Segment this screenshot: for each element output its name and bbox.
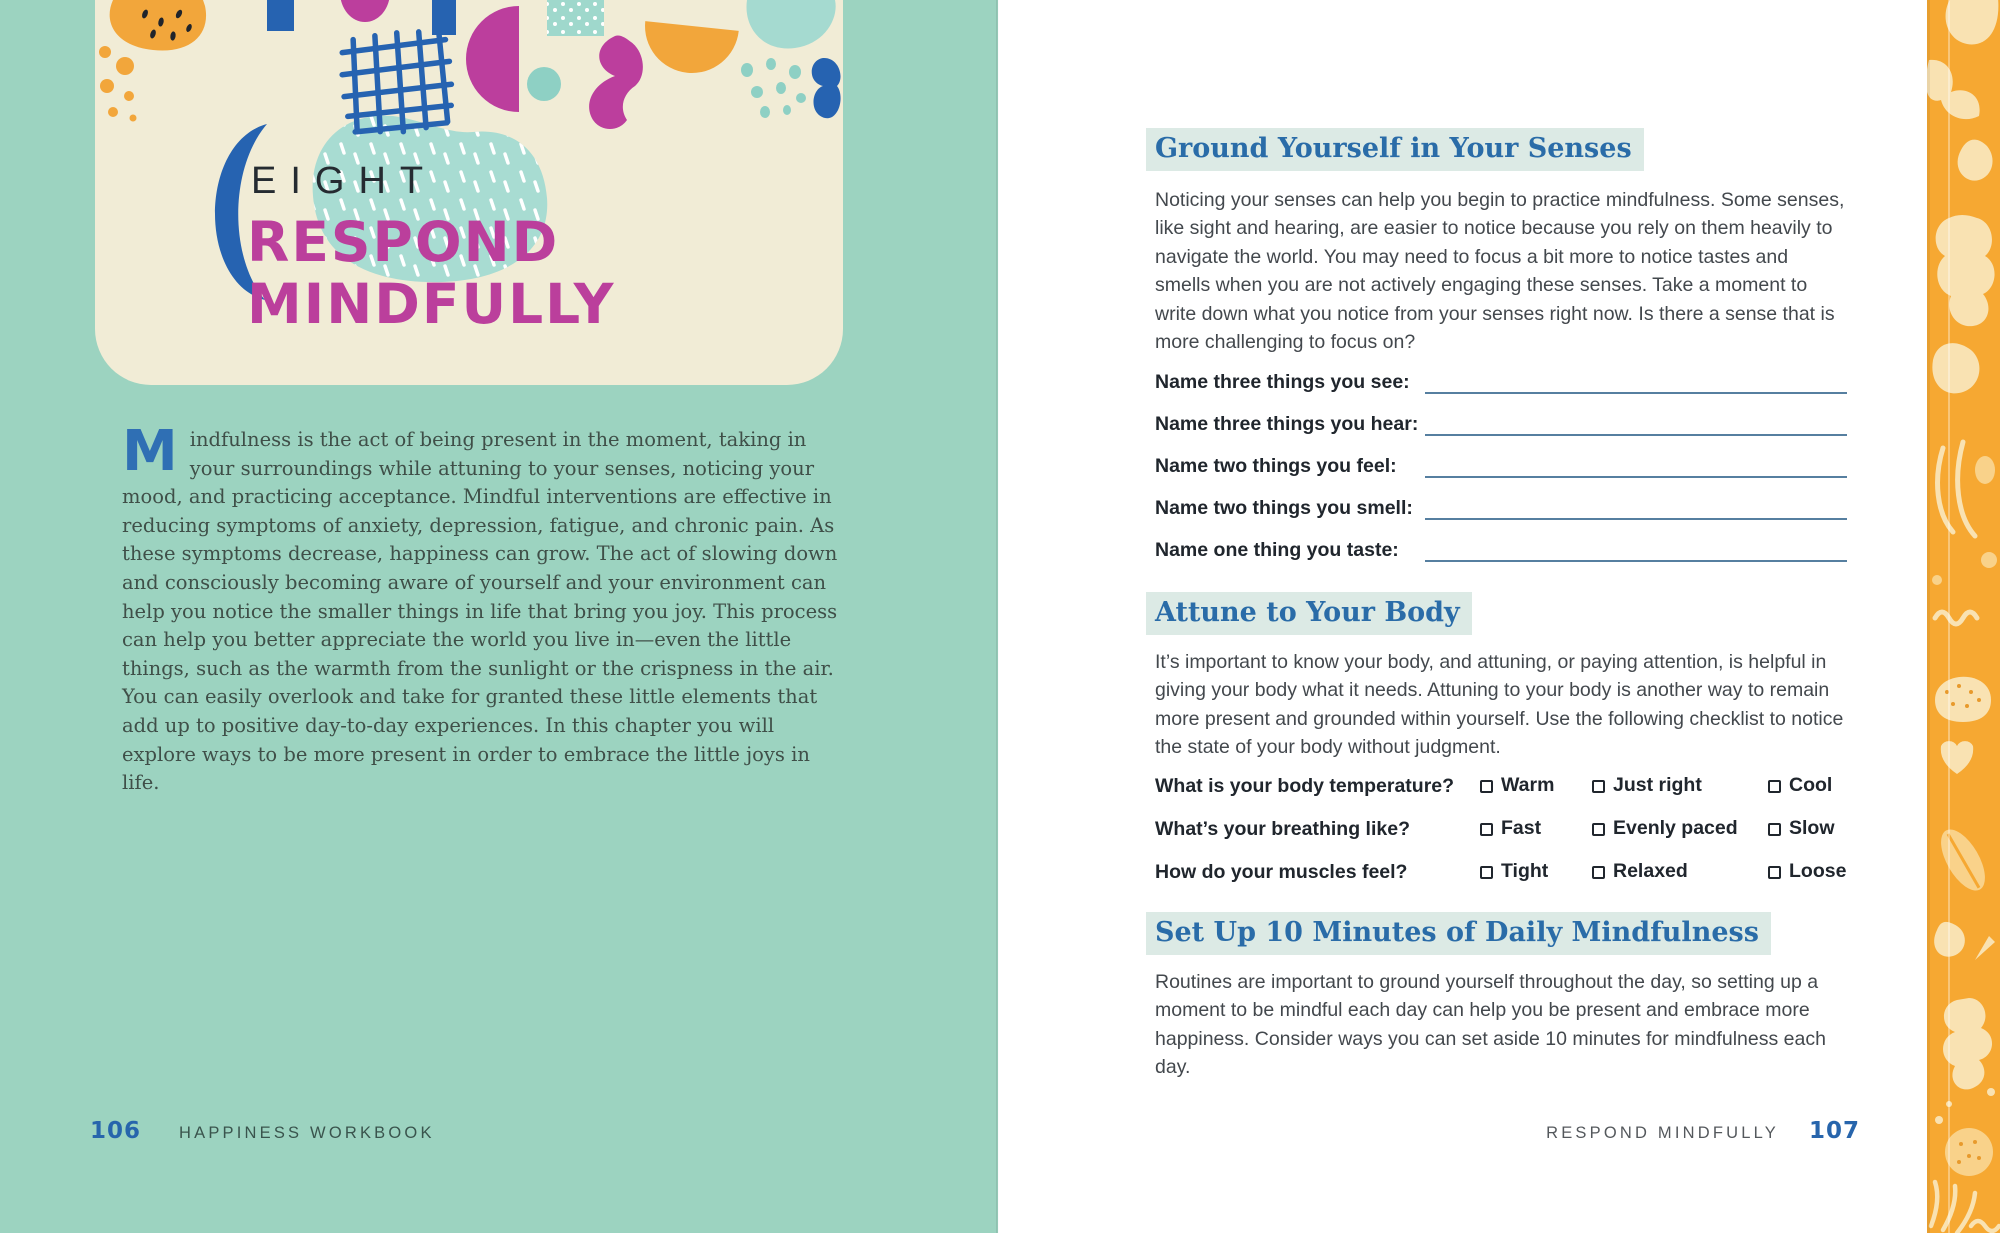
write-in-line bbox=[1425, 498, 1847, 520]
write-in-row bbox=[1155, 492, 1847, 520]
write-in-label: Name two things you feel: bbox=[1155, 455, 1397, 477]
checklist-option-label: Evenly paced bbox=[1613, 817, 1738, 839]
checkbox-icon bbox=[1768, 866, 1781, 879]
write-in-row bbox=[1155, 366, 1847, 394]
checklist-question: What is your body temperature? bbox=[1155, 775, 1455, 797]
chapter-title bbox=[247, 212, 615, 335]
page-gutter-shadow bbox=[996, 0, 999, 1233]
write-in-label: Name one thing you taste: bbox=[1155, 539, 1399, 561]
book-title-runninghead: HAPPINESS WORKBOOK bbox=[179, 1124, 435, 1142]
right-page-footer bbox=[1546, 1118, 1860, 1144]
checklist-option bbox=[1592, 817, 1768, 840]
checkbox-icon bbox=[1480, 780, 1493, 793]
checkbox-icon bbox=[1480, 823, 1493, 836]
right-page bbox=[998, 0, 1927, 1233]
checklist-option bbox=[1768, 817, 1847, 840]
checkbox-icon bbox=[1480, 866, 1493, 879]
checkbox-icon bbox=[1592, 780, 1605, 793]
chapter-title-line: RESPOND bbox=[247, 210, 560, 274]
checkbox-icon bbox=[1592, 866, 1605, 879]
dropcap: M bbox=[122, 419, 178, 484]
checklist-option bbox=[1480, 860, 1592, 883]
checklist-option bbox=[1768, 774, 1847, 797]
checklist-option bbox=[1592, 860, 1768, 883]
write-in-label: Name three things you see: bbox=[1155, 371, 1410, 393]
chapter-card bbox=[95, 0, 843, 385]
chapter-intro-text: indfulness is the act of being present in the moment, taking in your surroundings while attuning to your senses, noticing your mood, and practicing acceptance. Mindful interventions are effective in reducing symptoms of anxiety, depression, fatigue, and chronic pain. As these symptoms decrease, happiness can grow. The act of slowing down and consciously becoming aware of yourself and your environment can help you notice the smaller things in life that bring you joy. This process can help you better appreciate the world you live in—even the little things, such as the warmth from the sunlight or the crispness in the air. You can easily overlook and take for granted these little elements that add up to positive day-to-day experiences. In this chapter you will explore ways to be more present in order to embrace the little joys in life. bbox=[122, 428, 838, 795]
side-pattern-graphic bbox=[1927, 0, 2000, 1233]
checkbox-icon bbox=[1768, 823, 1781, 836]
section-routine-body: Routines are important to ground yourself throughout the day, so setting up a moment to be mindful each day can help you be present and embrace more happiness. Consider ways you can set aside 10 minutes for mindfulness each day. bbox=[1155, 971, 1826, 1079]
checkbox-icon bbox=[1768, 780, 1781, 793]
left-page bbox=[0, 0, 998, 1233]
checklist-option-label: Loose bbox=[1789, 860, 1847, 882]
checklist-question: How do your muscles feel? bbox=[1155, 861, 1408, 883]
checklist-question: What’s your breathing like? bbox=[1155, 818, 1410, 840]
checklist-option bbox=[1480, 817, 1592, 840]
write-in-line bbox=[1425, 372, 1847, 394]
write-in-label: Name two things you smell: bbox=[1155, 497, 1413, 519]
checklist-option bbox=[1480, 774, 1592, 797]
section-senses-body: Noticing your senses can help you begin to practice mindfulness. Some senses, like sight and hearing, are easier to notice because you rely on them heavily to navigate the world. You may need to focus a bit more to notice tastes and smells when you are not actively engaging these senses. Take a moment to write down what you notice from your senses right now. Is there a sense that is more challenging to focus on? bbox=[1155, 189, 1845, 354]
checklist-row bbox=[1155, 774, 1847, 802]
section-heading: Ground Yourself in Your Senses bbox=[1146, 128, 1644, 171]
section-body-body: It’s important to know your body, and attuning, or paying attention, is helpful in giving your body what it needs. Attuning to your body is another way to remain more present and grounded within yourself. Use the following checklist to notice the state of your body without judgment. bbox=[1155, 651, 1844, 759]
section-body-heading-wrap bbox=[1155, 592, 1847, 635]
section-routine-heading-wrap bbox=[1155, 912, 1847, 955]
body-checklist bbox=[1155, 774, 1847, 903]
write-in-row bbox=[1155, 450, 1847, 478]
checkbox-icon bbox=[1592, 823, 1605, 836]
checklist-option-label: Just right bbox=[1613, 774, 1702, 796]
checklist-option-label: Slow bbox=[1789, 817, 1835, 839]
write-in-label: Name three things you hear: bbox=[1155, 413, 1419, 435]
page-number: 107 bbox=[1808, 1118, 1860, 1144]
checklist-option-label: Cool bbox=[1789, 774, 1833, 796]
chapter-number: EIGHT bbox=[251, 160, 438, 202]
side-pattern-strip bbox=[1927, 0, 2000, 1233]
chapter-runninghead: RESPOND MINDFULLY bbox=[1546, 1124, 1779, 1142]
left-page-footer bbox=[90, 1118, 435, 1144]
section-heading: Set Up 10 Minutes of Daily Mindfulness bbox=[1146, 912, 1771, 955]
chapter-intro-paragraph bbox=[122, 419, 846, 798]
checklist-row bbox=[1155, 860, 1847, 888]
write-in-line bbox=[1425, 456, 1847, 478]
page-number: 106 bbox=[90, 1118, 142, 1144]
checklist-option-label: Warm bbox=[1501, 774, 1555, 796]
checklist-option-label: Fast bbox=[1501, 817, 1542, 839]
write-in-row bbox=[1155, 408, 1847, 436]
write-in-rows bbox=[1155, 366, 1847, 576]
write-in-line bbox=[1425, 540, 1847, 562]
checklist-option-label: Relaxed bbox=[1613, 860, 1688, 882]
section-heading: Attune to Your Body bbox=[1146, 592, 1472, 635]
checklist-row bbox=[1155, 817, 1847, 845]
write-in-row bbox=[1155, 534, 1847, 562]
checklist-option bbox=[1768, 860, 1847, 883]
checklist-option-label: Tight bbox=[1501, 860, 1549, 882]
checklist-option bbox=[1592, 774, 1768, 797]
chapter-title-line: MINDFULLY bbox=[247, 271, 616, 336]
section-senses-heading-wrap bbox=[1155, 128, 1847, 171]
write-in-line bbox=[1425, 414, 1847, 436]
